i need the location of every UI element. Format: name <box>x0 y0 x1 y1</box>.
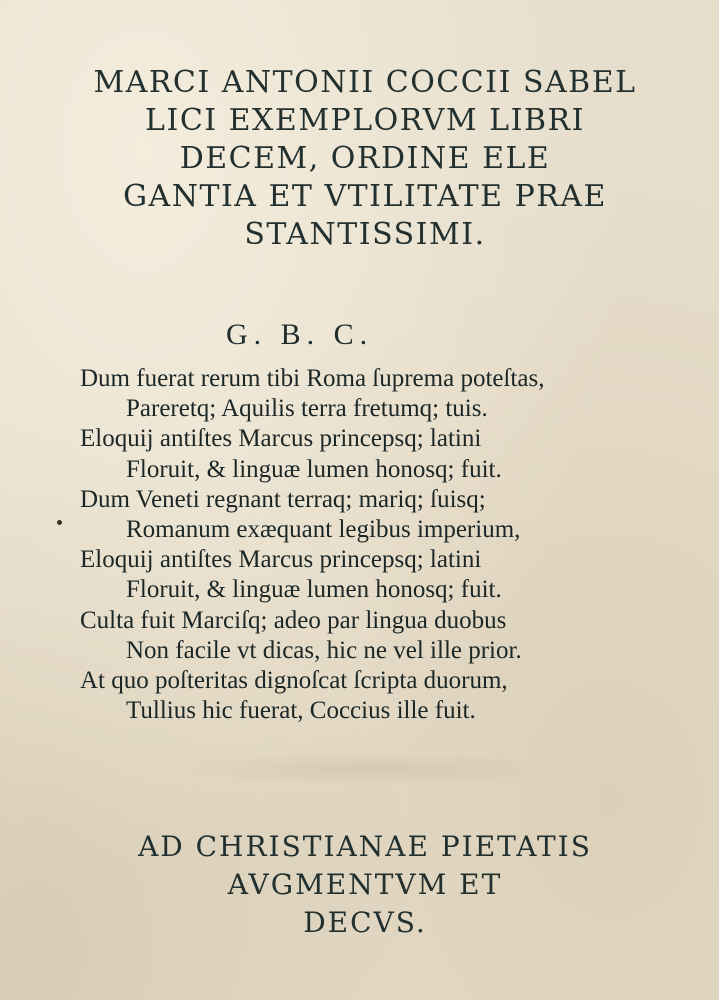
poem-line: Dum fuerat rerum tibi Roma ſuprema poteſtas, <box>80 365 545 392</box>
book-title <box>60 64 670 254</box>
faded-inscription-stain <box>170 752 570 786</box>
title-line: DECEM, ORDINE ELE <box>179 141 551 176</box>
poem-line: Culta fuit Marciſq; adeo par lingua duobus <box>80 606 507 634</box>
poem-line: At quo poſteritas dignoſcat ſcripta duorum, <box>80 667 508 695</box>
author-initials: G. B. C. <box>226 318 374 351</box>
poem-line: Dum Veneti regnant terraq; mariq; ſuisq; <box>80 485 486 513</box>
poem-line: Eloquij antiſtes Marcus princepsq; latini <box>80 425 482 453</box>
poem-line: Romanum exæquant legibus imperium, <box>126 516 521 544</box>
ink-speck <box>57 520 62 525</box>
title-line: MARCI ANTONII COCCII SABEL <box>93 65 637 100</box>
title-line: STANTISSIMI. <box>244 217 486 252</box>
dedicatory-poem <box>80 364 640 726</box>
poem-line: Pareretq; Aquilis terra fretumq; tuis. <box>126 395 488 423</box>
poem-line: Floruit, & linguæ lumen honosq; fuit. <box>126 455 502 483</box>
poem-line: Floruit, & linguæ lumen honosq; fuit. <box>126 576 502 604</box>
poem-line: Non facile vt dicas, hic ne vel ille prior. <box>126 636 522 664</box>
motto-line: DECVS. <box>303 906 427 939</box>
title-line: GANTIA ET VTILITATE PRAE <box>123 179 607 214</box>
motto-line: AD CHRISTIANAE PIETATIS <box>138 830 592 863</box>
motto <box>60 828 670 942</box>
poem-line: Eloquij antiſtes Marcus princepsq; latini <box>80 546 482 574</box>
motto-line: AVGMENTVM ET <box>227 868 503 901</box>
poem-line: Tullius hic fuerat, Coccius ille fuit. <box>126 697 476 725</box>
title-line: LICI EXEMPLORVM LIBRI <box>145 103 585 138</box>
